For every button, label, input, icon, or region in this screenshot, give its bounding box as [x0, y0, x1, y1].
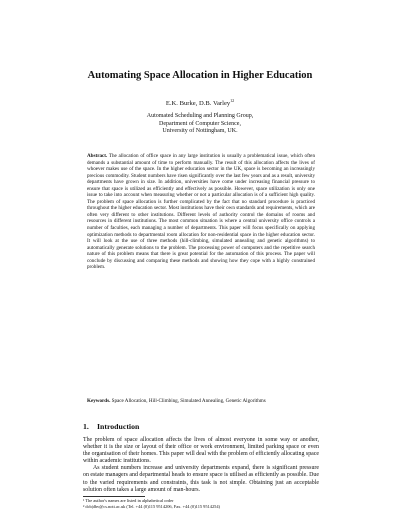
intro-paragraph: As student numbers increase and university departments expand, there is significant pressure on estate managers and departmental heads to ensure space is utilised as efficiently as possible. Due to the varied requirements and constraints, this task is not simple. Obtaining just an acceptable solution often takes a large amount of man-hours.	[83, 465, 319, 493]
section-heading	[83, 422, 139, 431]
intro-paragraph: The problem of space allocation affects the lives of almost everyone in some way or another, whether it is the size or layout of their office or work environment, limited parking space or even the organisation of their homes. This paper will deal with the problem of efficiently allocating space within academic institutions.	[83, 437, 319, 465]
section-title: Introduction	[97, 422, 140, 431]
paper-title: Automating Space Allocation in Higher Education	[87, 70, 313, 81]
abstract-text: The allocation of office space in any large institution is usually a problematical issue, which often demands a substantial amount of time to perform manually. The result of this allocation affects the lives of whoever makes use of the space. In the higher education sector in the UK, space is becoming an increasingly precious commodity. Student numbers have risen significantly over the last few years and as a result, university departments have grown in size. In addition, universities have come under increasing financial pressure to ensure that space is utilized as efficiently and effectively as possible. However, space utilization is only one issue to take into account when measuring whether or not a particular allocation is of a sufficient high quality. The problem of space allocation is further complicated by the fact that no standard procedure is practiced throughout the higher education sector. Most institutions have their own standards and requirements, which are often very different to other institutions. Different levels of authority control the domains of rooms and resources in different institutions. The most common situation is where a central university office controls a number of faculties, each managing a number of departments. This paper will focus specifically on applying optimization methods to departmental room allocation for non-residential space in the higher education sector. It will look at the use of three methods (hill-climbing, simulated annealing and genetic algorithms) to automatically generate solutions to the problem. The processing power of computers and the repetitive search nature of this problem means that there is great potential for the automation of this process. The paper will conclude by discussing and comparing these methods and showing how they cope with a highly constrained problem.	[87, 153, 315, 271]
abstract-label: Abstract.	[87, 153, 108, 159]
affiliation-line: Department of Computer Science,	[159, 120, 241, 127]
affiliation-line: Automated Scheduling and Planning Group,	[146, 113, 254, 119]
abstract	[87, 153, 315, 271]
paper-authors	[0, 98, 400, 107]
section-number: 1.	[83, 422, 89, 431]
footnote-rule	[83, 496, 145, 497]
keywords-label: Keywords.	[87, 398, 111, 404]
footnotes	[83, 498, 333, 509]
section-body	[83, 437, 319, 494]
affiliation-block	[0, 113, 400, 136]
footnote: ² dcb|dbv@cs.nott.ac.uk (Tel. +44 (0)115 9514206, Fax. +44 (0)115 9514254)	[83, 503, 221, 509]
keywords-text: Space Allocation, Hill-Climbing, Simulated Annealing, Genetic Algorithms	[111, 398, 266, 404]
footnote: ¹ The author's names are listed in alphabetical order	[83, 498, 174, 503]
affiliation-line: University of Nottingham, UK.	[162, 128, 238, 135]
author-names: E.K. Burke, D.B. Varley	[165, 100, 231, 108]
keywords	[87, 398, 315, 404]
author-footnote-marks: 12	[230, 98, 235, 103]
